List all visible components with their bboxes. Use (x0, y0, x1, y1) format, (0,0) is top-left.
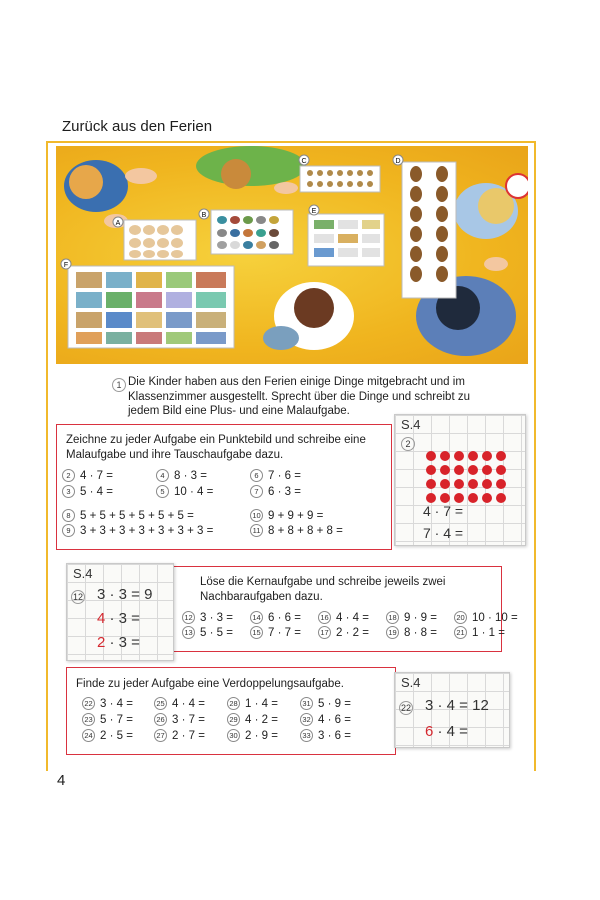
example-grid-2 (66, 563, 174, 661)
tray-label-e: E (311, 208, 317, 215)
task-21: 21 1 · 1 = (454, 626, 505, 639)
tray-b (199, 209, 293, 254)
exercise-box-2-title: Löse die Kernaufgabe und schreibe jeweils zwei Nachbaraufgaben dazu. (200, 576, 446, 603)
example-2-line-3: 2 · 3 = (97, 634, 140, 651)
tray-c (299, 155, 380, 192)
tray-label-a: A (115, 220, 121, 227)
tray-f (61, 259, 234, 348)
task-8: 8 5 + 5 + 5 + 5 + 5 + 5 = (62, 509, 194, 522)
example-1-line-1: 4 · 7 = (423, 503, 464, 519)
child-figure-b (196, 146, 306, 194)
task-6: 6 7 · 6 = (250, 469, 301, 482)
example-3-line-2: 6 · 4 = (425, 723, 468, 740)
tray-a (113, 217, 196, 260)
task-3: 3 5 · 4 = (62, 485, 113, 498)
task-27: 27 2 · 7 = (154, 729, 205, 742)
task-23: 23 5 · 7 = (82, 713, 133, 726)
task-29: 29 4 · 2 = (227, 713, 278, 726)
task-31: 31 5 · 9 = (300, 697, 351, 710)
task-26: 26 3 · 7 = (154, 713, 205, 726)
child-figure-a (64, 160, 157, 228)
example-grid-1 (394, 414, 526, 546)
task-14: 14 6 · 6 = (250, 611, 301, 624)
child-figure-e (263, 282, 354, 350)
task-7: 7 6 · 3 = (250, 485, 301, 498)
task-1-instructions: Die Kinder haben aus den Ferien einige Dinge mitgebracht und im Klassenzimmer ausgestellt. Sprecht über die Dinge und schreibt zu jedem Bild eine Plus- und eine Malaufgabe. (128, 376, 470, 417)
task-9: 9 3 + 3 + 3 + 3 + 3 + 3 + 3 = (62, 524, 213, 537)
classroom-illustration (56, 146, 528, 364)
tray-label-f: F (63, 262, 69, 269)
task-15: 15 7 · 7 = (250, 626, 301, 639)
task-13: 13 5 · 5 = (182, 626, 233, 639)
example-2-number: 12 (72, 592, 83, 602)
example-3-page-ref: S.4 (401, 675, 421, 690)
page-number: 4 (57, 772, 66, 789)
example-2-line-1: 3 · 3 = 9 (97, 586, 153, 603)
example-1-page-ref: S.4 (401, 417, 421, 432)
child-figure-d (454, 174, 528, 239)
task-19: 19 8 · 8 = (386, 626, 437, 639)
task-16: 16 4 · 4 = (318, 611, 369, 624)
tray-label-b: B (201, 212, 207, 219)
tray-e (308, 205, 384, 266)
example-grid-3 (394, 672, 510, 748)
tray-d (393, 155, 456, 298)
task-4: 4 8 · 3 = (156, 469, 207, 482)
example-3-line-1: 3 · 4 = 12 (425, 697, 489, 714)
exercise-box-1-title: Zeichne zu jeder Aufgabe ein Punktebild und schreibe eine Malaufgabe und ihre Tauschaufgabe dazu. (66, 434, 366, 461)
task-24: 24 2 · 5 = (82, 729, 133, 742)
task-22: 22 3 · 4 = (82, 697, 133, 710)
task-20: 20 10 · 10 = (454, 611, 518, 624)
task-17: 17 2 · 2 = (318, 626, 369, 639)
example-1-line-2: 7 · 4 = (423, 525, 464, 541)
task-5: 5 10 · 4 = (156, 485, 213, 498)
example-3-number: 22 (400, 703, 411, 713)
task-28: 28 1 · 4 = (227, 697, 278, 710)
exercise-box-3-title: Finde zu jeder Aufgabe eine Verdoppelungsaufgabe. (76, 678, 344, 690)
tray-label-c: C (301, 158, 307, 165)
tray-label-d: D (395, 158, 401, 165)
task-2: 2 4 · 7 = (62, 469, 113, 482)
task-12: 12 3 · 3 = (182, 611, 233, 624)
example-2-line-2: 4 · 3 = (97, 610, 140, 627)
task-33: 33 3 · 6 = (300, 729, 351, 742)
task-18: 18 9 · 9 = (386, 611, 437, 624)
task-number-1: 1 (112, 378, 126, 392)
task-11: 11 8 + 8 + 8 + 8 = (250, 524, 343, 537)
example-2-page-ref: S.4 (73, 566, 93, 581)
task-30: 30 2 · 9 = (227, 729, 278, 742)
page-title: Zurück aus den Ferien (62, 118, 213, 135)
example-1-number: 2 (401, 437, 415, 451)
dot-pattern (423, 449, 519, 507)
task-10: 10 9 + 9 + 9 = (250, 509, 323, 522)
task-25: 25 4 · 4 = (154, 697, 205, 710)
task-32: 32 4 · 6 = (300, 713, 351, 726)
